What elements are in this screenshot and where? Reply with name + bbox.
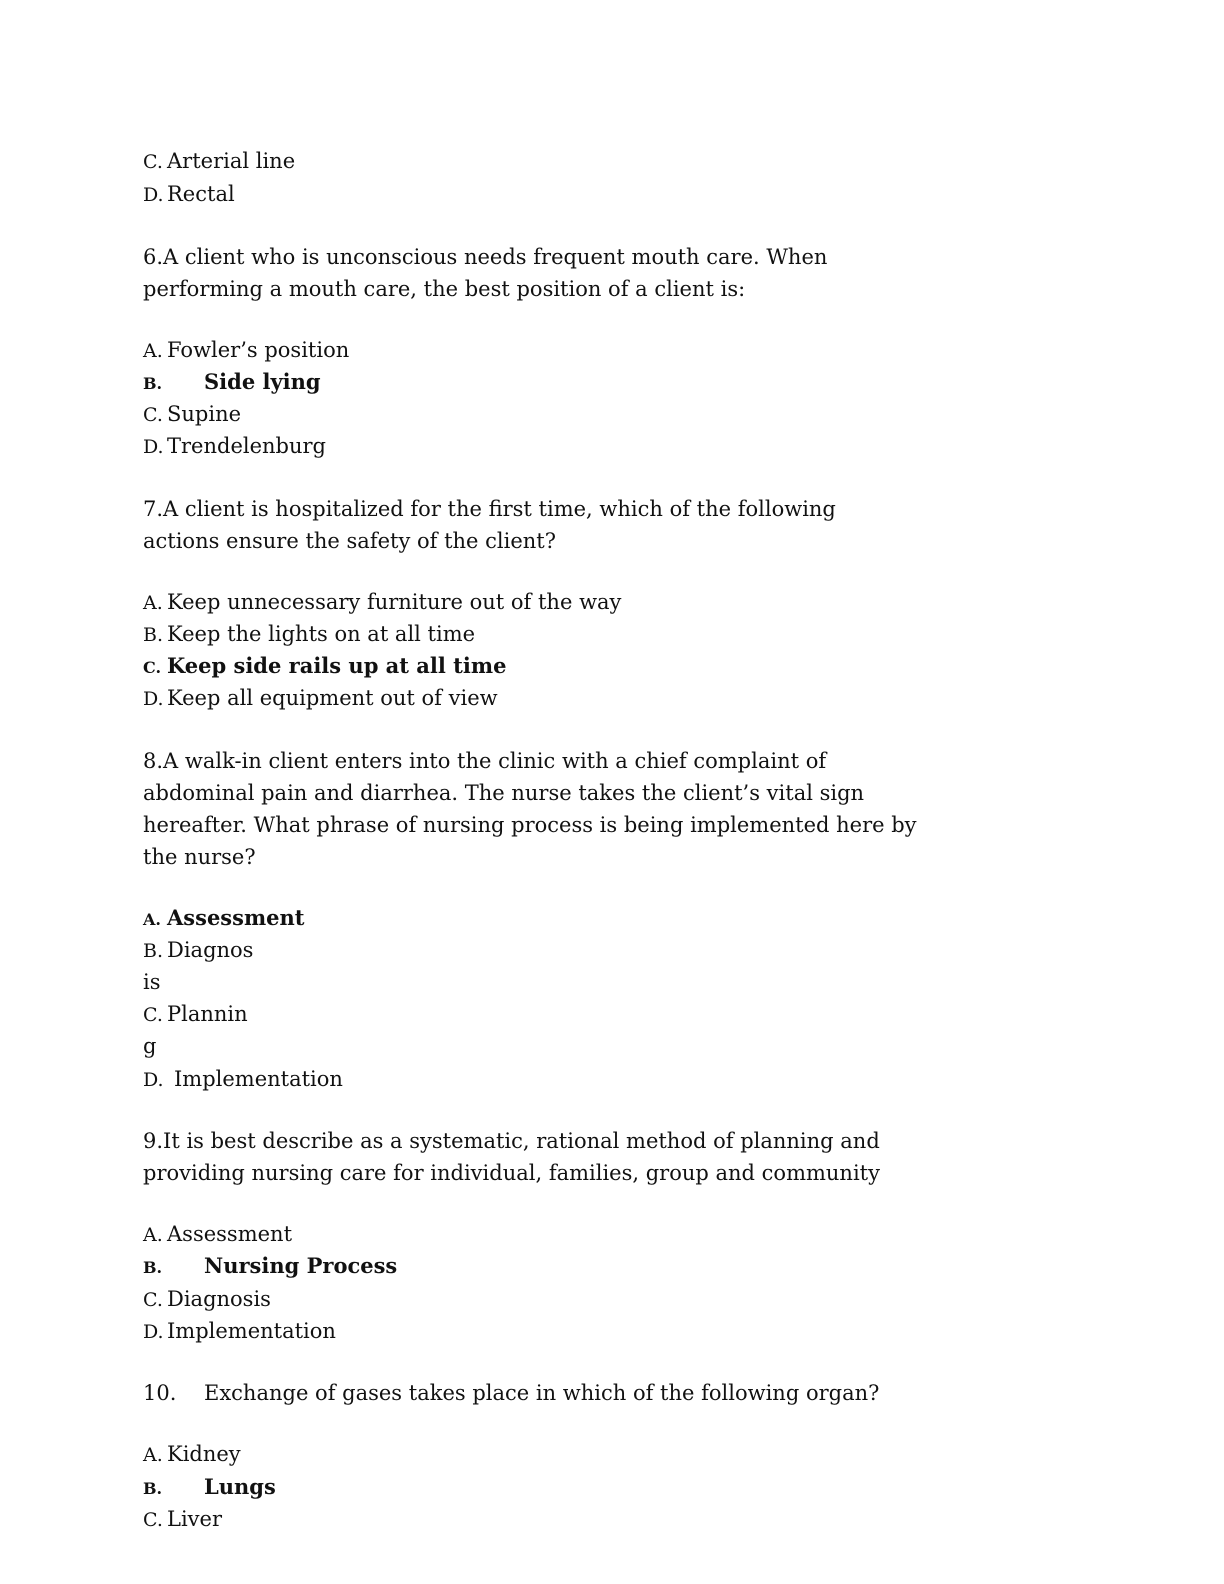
correct-option-line [143,1471,276,1505]
question-text: abdominal pain and diarrhea. The nurse takes the client’s vital sign [143,781,865,805]
question-text: Exchange of gases takes place in which of the following organ? [204,1381,880,1405]
correct-option-line [143,902,305,936]
option-c-line [143,1283,271,1316]
option-letter: D. [143,184,164,206]
question-text: 9.It is best describe as a systematic, rational method of planning and [143,1129,880,1153]
option-letter: B. [143,1479,163,1498]
option-letter: A. [143,1224,163,1246]
option-c-line [143,1503,222,1536]
correct-option-line [143,650,506,684]
option-d-line [143,430,326,463]
option-letter: D. [143,688,164,710]
option-letter: C. [143,1004,163,1026]
question-8-line-4 [143,841,256,873]
question-text: performing a mouth care, the best position of a client is: [143,277,746,301]
option-letter: C. [143,404,163,426]
option-letter: D. [143,436,164,458]
option-text: is [143,970,161,994]
option-text: Keep side rails up at all time [167,653,507,678]
option-text: Nursing Process [204,1253,398,1278]
option-text: Diagnosis [167,1287,271,1311]
question-10-line [143,1377,879,1409]
question-7-line-1 [143,493,836,525]
option-text: Supine [167,402,242,426]
correct-option-line [143,366,321,400]
question-text: hereafter. What phrase of nursing process is being implemented here by [143,813,917,837]
option-text: Assessment [167,1222,293,1246]
option-text: Keep all equipment out of view [167,686,498,710]
question-6-line-1 [143,241,827,273]
option-c-line [143,998,248,1031]
option-letter: B. [143,624,164,646]
option-text: Implementation [167,1319,336,1343]
option-letter: C. [143,1289,163,1311]
option-d-line [143,178,235,211]
option-text: Lungs [204,1474,276,1499]
option-letter: B. [143,374,163,393]
option-b-line [143,934,253,967]
option-letter: B. [143,940,164,962]
option-letter: C. [143,151,163,173]
option-text: Keep unnecessary furniture out of the way [167,590,622,614]
question-text: 7.A client is hospitalized for the first time, which of the following [143,497,836,521]
option-text: Arterial line [167,149,296,173]
option-d-line [143,1315,336,1348]
question-text: providing nursing care for individual, families, group and community [143,1161,880,1185]
option-text: g [143,1034,157,1058]
question-8-line-2 [143,777,864,809]
question-7-line-2 [143,525,556,557]
option-a-line [143,1218,292,1251]
option-text: Rectal [167,182,235,206]
option-c-line [143,145,295,178]
option-text: Kidney [167,1442,241,1466]
option-text: Side lying [204,369,321,394]
option-letter: C. [143,1509,163,1531]
question-text: 8.A walk-in client enters into the clinic with a chief complaint of [143,749,827,773]
option-text: Diagnos [167,938,254,962]
option-c-wrap [143,1030,156,1062]
question-8-line-3 [143,809,917,841]
option-text: Trendelenburg [167,434,326,458]
option-b-line [143,618,475,651]
option-letter: B. [143,1258,163,1277]
option-letter: D. [143,1069,164,1091]
option-text: Plannin [167,1002,248,1026]
question-text: actions ensure the safety of the client? [143,529,556,553]
option-letter: D. [143,1321,164,1343]
question-9-line-1 [143,1125,880,1157]
option-letter: A. [143,910,161,929]
option-letter: A. [143,592,163,614]
option-text: Implementation [174,1067,343,1091]
option-a-line [143,334,349,367]
question-text: 6.A client who is unconscious needs frequent mouth care. When [143,245,828,269]
option-text: Keep the lights on at all time [167,622,476,646]
option-b-wrap [143,966,161,998]
option-text: Assessment [167,905,305,930]
option-a-line [143,586,621,619]
option-letter: A. [143,340,163,362]
option-d-line [143,1063,343,1096]
option-d-line [143,682,498,715]
option-letter: A. [143,1444,163,1466]
correct-option-line [143,1250,397,1284]
question-number: 10. [143,1381,177,1405]
question-6-line-2 [143,273,745,305]
option-text: Liver [167,1507,222,1531]
question-8-line-1 [143,745,826,777]
option-c-line [143,398,241,431]
option-letter: C. [143,658,162,677]
option-a-line [143,1438,241,1471]
question-text: the nurse? [143,845,256,869]
question-9-line-2 [143,1157,880,1189]
option-text: Fowler’s position [167,338,350,362]
